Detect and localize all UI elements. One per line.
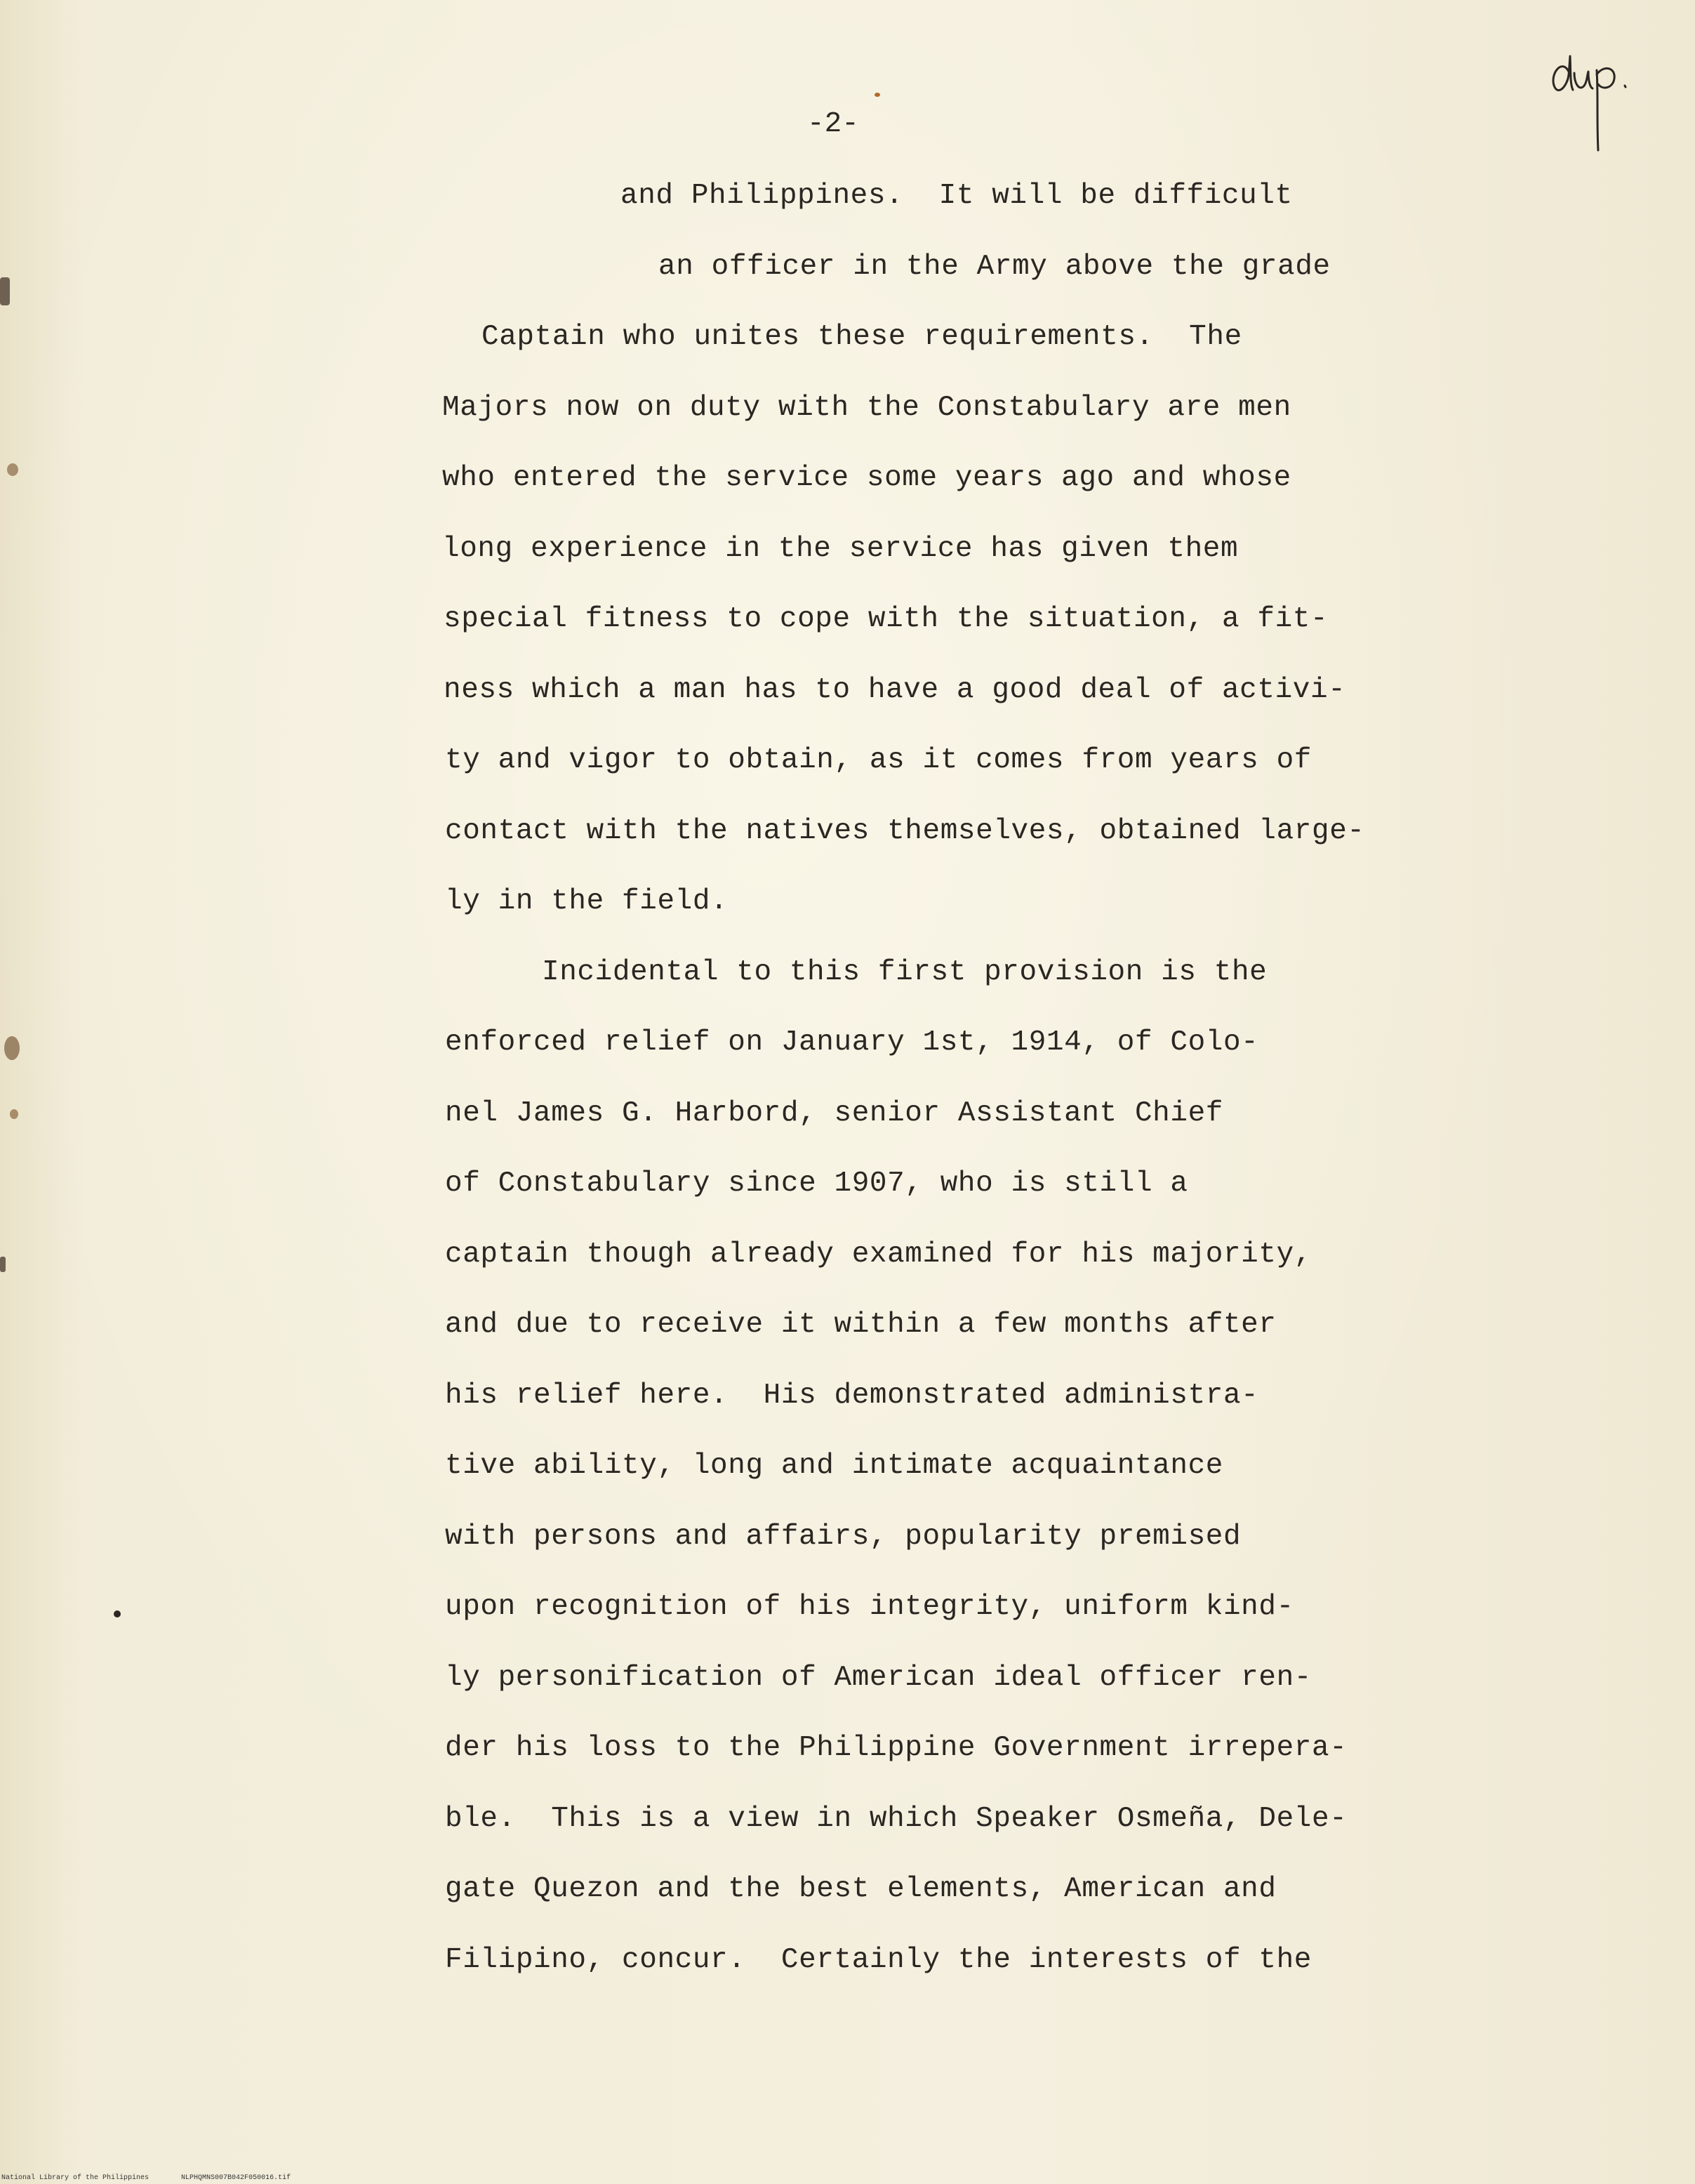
scan-footer <box>1 2174 323 2183</box>
body-line: ly personification of American ideal officer ren- <box>445 1662 1312 1694</box>
body-line: ty and vigor to obtain, as it comes from years of <box>445 744 1312 776</box>
body-line: long experience in the service has given them <box>442 533 1239 565</box>
body-line: who entered the service some years ago and whose <box>442 462 1291 494</box>
body-line: enforced relief on January 1st, 1914, of Colo- <box>445 1026 1259 1059</box>
body-line: his relief here. His demonstrated administra- <box>445 1379 1259 1412</box>
body-line: Filipino, concur. Certainly the interests of the <box>445 1944 1312 1976</box>
body-line: gate Quezon and the best elements, American and <box>445 1873 1277 1905</box>
body-line: upon recognition of his integrity, uniform kind- <box>445 1591 1294 1623</box>
body-line: an officer in the Army above the grade <box>658 251 1331 283</box>
ink-dot <box>875 93 880 97</box>
body-line: ble. This is a view in which Speaker Osmeña, Dele- <box>445 1803 1348 1835</box>
paper-stain <box>7 463 18 476</box>
ink-dot <box>114 1610 121 1617</box>
body-line: with persons and affairs, popularity premised <box>445 1521 1242 1553</box>
body-line: Incidental to this first provision is the <box>542 956 1268 988</box>
body-line: Captain who unites these requirements. The <box>481 321 1242 353</box>
page-number: -2- <box>807 108 859 140</box>
body-line: tive ability, long and intimate acquaintance <box>445 1450 1223 1482</box>
body-line: captain though already examined for his majority, <box>445 1238 1312 1271</box>
body-line: der his loss to the Philippine Government irrepera- <box>445 1732 1348 1764</box>
handwritten-annotation <box>1548 44 1653 156</box>
body-line: of Constabulary since 1907, who is still a <box>445 1167 1188 1200</box>
footer-file-id: NLPHQMNS007B042F050016.tif <box>181 2174 291 2182</box>
body-line: nel James G. Harbord, senior Assistant Chief <box>445 1097 1223 1130</box>
paper-stain <box>10 1109 18 1119</box>
binding-mark <box>0 1257 6 1272</box>
body-line: and due to receive it within a few months after <box>445 1309 1277 1341</box>
body-line: and Philippines. It will be difficult <box>620 180 1293 212</box>
body-line: ly in the field. <box>445 885 729 918</box>
paper-stain <box>4 1036 20 1060</box>
body-line: contact with the natives themselves, obtained large- <box>445 815 1365 847</box>
body-line: special fitness to cope with the situation, a fit- <box>444 603 1329 635</box>
body-line: ness which a man has to have a good deal of activi- <box>444 674 1346 706</box>
body-line: Majors now on duty with the Constabulary are men <box>442 392 1291 424</box>
footer-library: National Library of the Philippines <box>1 2174 149 2182</box>
handwritten-dup-mark <box>1548 44 1653 156</box>
binding-mark <box>0 277 10 305</box>
